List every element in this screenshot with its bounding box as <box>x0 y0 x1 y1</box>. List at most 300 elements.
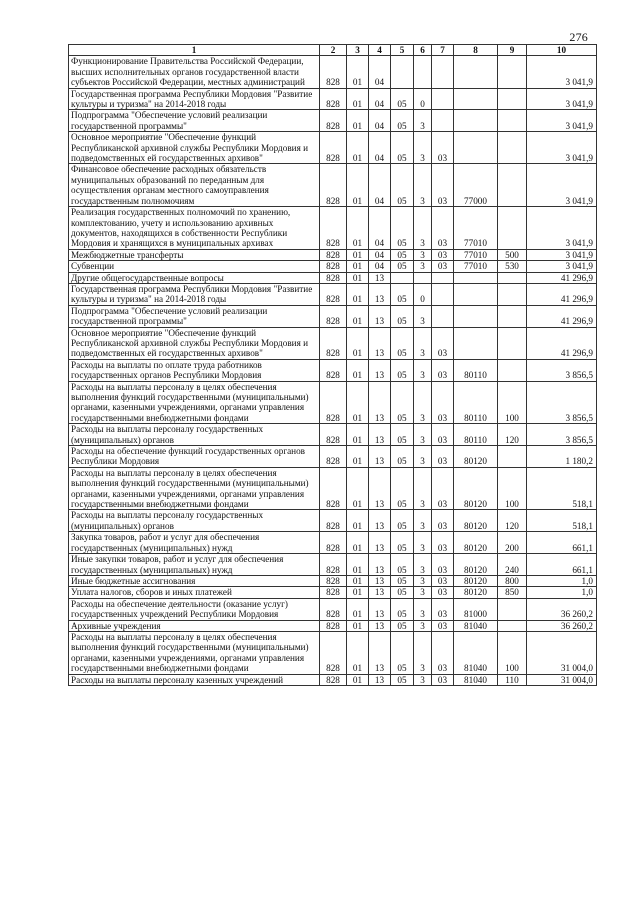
department-code-cell: 828 <box>320 359 347 381</box>
subsection-code-cell: 13 <box>369 674 391 685</box>
measure-code-cell: 03 <box>432 207 454 250</box>
table-row <box>69 132 597 164</box>
amount-cell: 1,0 <box>527 575 597 586</box>
direction-code-cell: 80120 <box>454 587 498 598</box>
table-row <box>69 446 597 468</box>
item-name-cell: Расходы на выплаты по оплате труда работников государственных органов Республики Мордовия <box>69 359 320 381</box>
subprogram-code-cell: 3 <box>414 532 432 554</box>
program-code-cell <box>391 272 414 283</box>
expense-type-code-cell <box>498 110 527 132</box>
expense-type-code-cell: 100 <box>498 467 527 510</box>
program-code-cell: 05 <box>391 446 414 468</box>
table-row <box>69 164 597 207</box>
subsection-code-cell: 13 <box>369 272 391 283</box>
subprogram-code-cell: 3 <box>414 305 432 327</box>
amount-cell: 41 296,9 <box>527 283 597 305</box>
program-code-cell: 05 <box>391 88 414 110</box>
expense-type-code-cell: 200 <box>498 532 527 554</box>
expense-type-code-cell <box>498 164 527 207</box>
item-name-cell: Уплата налогов, сборов и иных платежей <box>69 587 320 598</box>
expense-type-code-cell <box>498 56 527 88</box>
table-row <box>69 88 597 110</box>
section-code-cell: 01 <box>347 207 369 250</box>
direction-code-cell: 80120 <box>454 467 498 510</box>
measure-code-cell: 03 <box>432 467 454 510</box>
program-code-cell: 05 <box>391 467 414 510</box>
program-code-cell: 05 <box>391 327 414 359</box>
program-code-cell: 05 <box>391 132 414 164</box>
program-code-cell: 05 <box>391 261 414 272</box>
subsection-code-cell: 13 <box>369 587 391 598</box>
direction-code-cell: 77010 <box>454 261 498 272</box>
amount-cell: 3 041,9 <box>527 249 597 260</box>
amount-cell: 3 041,9 <box>527 88 597 110</box>
direction-code-cell: 80120 <box>454 510 498 532</box>
department-code-cell: 828 <box>320 554 347 576</box>
expense-type-code-cell: 100 <box>498 381 527 424</box>
amount-cell: 41 296,9 <box>527 305 597 327</box>
measure-code-cell: 03 <box>432 587 454 598</box>
expense-type-code-cell <box>498 207 527 250</box>
item-name-cell: Государственная программа Республики Мордовия "Развитие культуры и туризма" на 2014-2018 годы <box>69 283 320 305</box>
subsection-code-cell: 13 <box>369 327 391 359</box>
subprogram-code-cell: 3 <box>414 327 432 359</box>
amount-cell: 36 260,2 <box>527 598 597 620</box>
subsection-code-cell: 13 <box>369 424 391 446</box>
program-code-cell: 05 <box>391 674 414 685</box>
department-code-cell: 828 <box>320 674 347 685</box>
section-code-cell: 01 <box>347 56 369 88</box>
expense-type-code-cell <box>498 272 527 283</box>
section-code-cell: 01 <box>347 164 369 207</box>
section-code-cell: 01 <box>347 575 369 586</box>
expense-type-code-cell: 800 <box>498 575 527 586</box>
expense-type-code-cell <box>498 620 527 631</box>
table-row <box>69 575 597 586</box>
amount-cell: 518,1 <box>527 467 597 510</box>
department-code-cell: 828 <box>320 261 347 272</box>
subprogram-code-cell: 3 <box>414 467 432 510</box>
item-name-cell: Функционирование Правительства Российской Федерации, высших исполнительных органов государственной власти субъектов Российской Федерации, местных администраций <box>69 56 320 88</box>
department-code-cell: 828 <box>320 305 347 327</box>
table-row <box>69 327 597 359</box>
program-code-cell: 05 <box>391 110 414 132</box>
amount-cell: 1,0 <box>527 587 597 598</box>
item-name-cell: Расходы на обеспечение функций государственных органов Республики Мордовия <box>69 446 320 468</box>
program-code-cell: 05 <box>391 587 414 598</box>
item-name-cell: Основное мероприятие "Обеспечение функций Республиканской архивной службы Республики Мордовия и подведомственных ей государственных архивов" <box>69 132 320 164</box>
measure-code-cell: 03 <box>432 381 454 424</box>
subsection-code-cell: 04 <box>369 261 391 272</box>
amount-cell: 661,1 <box>527 532 597 554</box>
measure-code-cell: 03 <box>432 446 454 468</box>
expense-type-code-cell: 240 <box>498 554 527 576</box>
section-code-cell: 01 <box>347 598 369 620</box>
measure-code-cell: 03 <box>432 261 454 272</box>
subprogram-code-cell: 3 <box>414 424 432 446</box>
department-code-cell: 828 <box>320 598 347 620</box>
subsection-code-cell: 13 <box>369 532 391 554</box>
item-name-cell: Субвенции <box>69 261 320 272</box>
table-row <box>69 467 597 510</box>
measure-code-cell: 03 <box>432 598 454 620</box>
direction-code-cell: 80120 <box>454 532 498 554</box>
program-code-cell: 05 <box>391 532 414 554</box>
item-name-cell: Расходы на обеспечение деятельности (оказание услуг) государственных учреждений Республики Мордовия <box>69 598 320 620</box>
program-code-cell: 05 <box>391 249 414 260</box>
item-name-cell: Межбюджетные трансферты <box>69 249 320 260</box>
item-name-cell: Расходы на выплаты персоналу государственных (муниципальных) органов <box>69 510 320 532</box>
subsection-code-cell: 04 <box>369 110 391 132</box>
table-row <box>69 532 597 554</box>
amount-cell: 3 041,9 <box>527 207 597 250</box>
direction-code-cell: 80120 <box>454 575 498 586</box>
measure-code-cell: 03 <box>432 132 454 164</box>
expense-type-code-cell: 530 <box>498 261 527 272</box>
department-code-cell: 828 <box>320 88 347 110</box>
subsection-code-cell: 04 <box>369 132 391 164</box>
measure-code-cell: 03 <box>432 424 454 446</box>
subprogram-code-cell: 0 <box>414 88 432 110</box>
department-code-cell: 828 <box>320 620 347 631</box>
section-code-cell: 01 <box>347 467 369 510</box>
item-name-cell: Финансовое обеспечение расходных обязательств муниципальных образований по переданным для осуществления органам местного самоуправления государственным полномочиям <box>69 164 320 207</box>
expense-type-code-cell <box>498 327 527 359</box>
item-name-cell: Иные закупки товаров, работ и услуг для обеспечения государственных (муниципальных) нужд <box>69 554 320 576</box>
amount-cell: 3 041,9 <box>527 132 597 164</box>
section-code-cell: 01 <box>347 272 369 283</box>
direction-code-cell: 80120 <box>454 446 498 468</box>
department-code-cell: 828 <box>320 446 347 468</box>
amount-cell: 41 296,9 <box>527 327 597 359</box>
subsection-code-cell: 13 <box>369 575 391 586</box>
table-row <box>69 283 597 305</box>
direction-code-cell: 77010 <box>454 249 498 260</box>
subprogram-code-cell: 3 <box>414 381 432 424</box>
column-header: 6 <box>414 45 432 56</box>
measure-code-cell: 03 <box>432 631 454 674</box>
subprogram-code-cell: 3 <box>414 510 432 532</box>
expense-type-code-cell <box>498 359 527 381</box>
item-name-cell: Расходы на выплаты персоналу в целях обеспечения выполнения функций государственными (муниципальными) органами, казенными учреждениями, органами управления государственными внебюджетными фондами <box>69 467 320 510</box>
section-code-cell: 01 <box>347 381 369 424</box>
column-header: 2 <box>320 45 347 56</box>
measure-code-cell <box>432 305 454 327</box>
direction-code-cell: 81000 <box>454 598 498 620</box>
direction-code-cell: 81040 <box>454 674 498 685</box>
table-row <box>69 598 597 620</box>
table-row <box>69 305 597 327</box>
subsection-code-cell: 13 <box>369 510 391 532</box>
subsection-code-cell: 13 <box>369 631 391 674</box>
subsection-code-cell: 13 <box>369 305 391 327</box>
direction-code-cell <box>454 56 498 88</box>
program-code-cell: 05 <box>391 575 414 586</box>
amount-cell: 3 041,9 <box>527 110 597 132</box>
amount-cell: 3 041,9 <box>527 261 597 272</box>
subprogram-code-cell: 3 <box>414 620 432 631</box>
subprogram-code-cell: 3 <box>414 554 432 576</box>
section-code-cell: 01 <box>347 674 369 685</box>
subprogram-code-cell: 3 <box>414 674 432 685</box>
table-row <box>69 631 597 674</box>
measure-code-cell <box>432 272 454 283</box>
program-code-cell: 05 <box>391 631 414 674</box>
measure-code-cell: 03 <box>432 249 454 260</box>
section-code-cell: 01 <box>347 446 369 468</box>
measure-code-cell: 03 <box>432 575 454 586</box>
subsection-code-cell: 04 <box>369 56 391 88</box>
section-code-cell: 01 <box>347 554 369 576</box>
subsection-code-cell: 13 <box>369 283 391 305</box>
subprogram-code-cell: 3 <box>414 110 432 132</box>
subsection-code-cell: 04 <box>369 88 391 110</box>
department-code-cell: 828 <box>320 164 347 207</box>
subsection-code-cell: 13 <box>369 446 391 468</box>
amount-cell: 661,1 <box>527 554 597 576</box>
direction-code-cell: 80110 <box>454 381 498 424</box>
direction-code-cell: 80110 <box>454 424 498 446</box>
table-row <box>69 110 597 132</box>
section-code-cell: 01 <box>347 620 369 631</box>
column-header: 5 <box>391 45 414 56</box>
direction-code-cell: 77000 <box>454 164 498 207</box>
item-name-cell: Архивные учреждения <box>69 620 320 631</box>
table-row <box>69 424 597 446</box>
department-code-cell: 828 <box>320 327 347 359</box>
measure-code-cell: 03 <box>432 674 454 685</box>
program-code-cell <box>391 56 414 88</box>
subprogram-code-cell: 3 <box>414 164 432 207</box>
amount-cell: 36 260,2 <box>527 620 597 631</box>
department-code-cell: 828 <box>320 272 347 283</box>
item-name-cell: Государственная программа Республики Мордовия "Развитие культуры и туризма" на 2014-2018 годы <box>69 88 320 110</box>
subprogram-code-cell: 3 <box>414 359 432 381</box>
program-code-cell: 05 <box>391 283 414 305</box>
department-code-cell: 828 <box>320 283 347 305</box>
direction-code-cell <box>454 110 498 132</box>
measure-code-cell: 03 <box>432 620 454 631</box>
subprogram-code-cell: 3 <box>414 631 432 674</box>
expense-type-code-cell <box>498 132 527 164</box>
measure-code-cell <box>432 110 454 132</box>
section-code-cell: 01 <box>347 88 369 110</box>
measure-code-cell: 03 <box>432 532 454 554</box>
table-row <box>69 261 597 272</box>
expense-type-code-cell: 120 <box>498 510 527 532</box>
program-code-cell: 05 <box>391 620 414 631</box>
table-body <box>69 56 597 686</box>
direction-code-cell: 77010 <box>454 207 498 250</box>
item-name-cell: Расходы на выплаты персоналу казенных учреждений <box>69 674 320 685</box>
measure-code-cell <box>432 88 454 110</box>
subsection-code-cell: 04 <box>369 207 391 250</box>
amount-cell: 41 296,9 <box>527 272 597 283</box>
amount-cell: 3 041,9 <box>527 56 597 88</box>
table-row <box>69 359 597 381</box>
program-code-cell: 05 <box>391 598 414 620</box>
direction-code-cell <box>454 327 498 359</box>
department-code-cell: 828 <box>320 532 347 554</box>
measure-code-cell <box>432 283 454 305</box>
expense-type-code-cell <box>498 305 527 327</box>
amount-cell: 31 004,0 <box>527 674 597 685</box>
section-code-cell: 01 <box>347 283 369 305</box>
program-code-cell: 05 <box>391 305 414 327</box>
direction-code-cell <box>454 305 498 327</box>
column-header: 1 <box>69 45 320 56</box>
table-row <box>69 554 597 576</box>
section-code-cell: 01 <box>347 305 369 327</box>
expense-type-code-cell: 120 <box>498 424 527 446</box>
expense-type-code-cell: 850 <box>498 587 527 598</box>
table-row <box>69 249 597 260</box>
column-header: 10 <box>527 45 597 56</box>
item-name-cell: Расходы на выплаты персоналу в целях обеспечения выполнения функций государственными (муниципальными) органами, казенными учреждениями, органами управления государственными внебюджетными фондами <box>69 631 320 674</box>
section-code-cell: 01 <box>347 510 369 532</box>
section-code-cell: 01 <box>347 110 369 132</box>
section-code-cell: 01 <box>347 424 369 446</box>
table-row <box>69 510 597 532</box>
item-name-cell: Подпрограмма "Обеспечение условий реализации государственной программы" <box>69 110 320 132</box>
amount-cell: 518,1 <box>527 510 597 532</box>
department-code-cell: 828 <box>320 56 347 88</box>
subsection-code-cell: 04 <box>369 249 391 260</box>
department-code-cell: 828 <box>320 207 347 250</box>
program-code-cell: 05 <box>391 207 414 250</box>
table-row <box>69 272 597 283</box>
expense-type-code-cell <box>498 446 527 468</box>
department-code-cell: 828 <box>320 575 347 586</box>
section-code-cell: 01 <box>347 249 369 260</box>
direction-code-cell <box>454 272 498 283</box>
subprogram-code-cell: 3 <box>414 207 432 250</box>
column-header: 3 <box>347 45 369 56</box>
program-code-cell: 05 <box>391 424 414 446</box>
table-header-row <box>69 45 597 56</box>
measure-code-cell: 03 <box>432 327 454 359</box>
direction-code-cell <box>454 132 498 164</box>
department-code-cell: 828 <box>320 381 347 424</box>
subprogram-code-cell: 0 <box>414 283 432 305</box>
program-code-cell: 05 <box>391 554 414 576</box>
department-code-cell: 828 <box>320 510 347 532</box>
measure-code-cell: 03 <box>432 164 454 207</box>
page-number: 276 <box>569 30 588 44</box>
item-name-cell: Иные бюджетные ассигнования <box>69 575 320 586</box>
department-code-cell: 828 <box>320 424 347 446</box>
measure-code-cell: 03 <box>432 510 454 532</box>
section-code-cell: 01 <box>347 587 369 598</box>
budget-table <box>68 44 597 686</box>
expense-type-code-cell <box>498 598 527 620</box>
subprogram-code-cell <box>414 272 432 283</box>
expense-type-code-cell <box>498 88 527 110</box>
subprogram-code-cell: 3 <box>414 261 432 272</box>
item-name-cell: Реализация государственных полномочий по хранению, комплектованию, учету и использованию архивных документов, находящихся в собственности Республики Мордовия и хранящихся в муниципальных архивах <box>69 207 320 250</box>
table-row <box>69 674 597 685</box>
column-header: 8 <box>454 45 498 56</box>
section-code-cell: 01 <box>347 359 369 381</box>
amount-cell: 3 856,5 <box>527 381 597 424</box>
subprogram-code-cell: 3 <box>414 587 432 598</box>
column-header: 4 <box>369 45 391 56</box>
item-name-cell: Закупка товаров, работ и услуг для обеспечения государственных (муниципальных) нужд <box>69 532 320 554</box>
measure-code-cell: 03 <box>432 554 454 576</box>
amount-cell: 1 180,2 <box>527 446 597 468</box>
department-code-cell: 828 <box>320 110 347 132</box>
table-row <box>69 207 597 250</box>
expense-type-code-cell: 100 <box>498 631 527 674</box>
item-name-cell: Основное мероприятие "Обеспечение функций Республиканской архивной службы Республики Мордовия и подведомственных ей государственных архивов" <box>69 327 320 359</box>
direction-code-cell: 80110 <box>454 359 498 381</box>
expense-type-code-cell <box>498 283 527 305</box>
department-code-cell: 828 <box>320 631 347 674</box>
subprogram-code-cell: 3 <box>414 249 432 260</box>
program-code-cell: 05 <box>391 164 414 207</box>
subsection-code-cell: 04 <box>369 164 391 207</box>
subprogram-code-cell: 3 <box>414 132 432 164</box>
measure-code-cell: 03 <box>432 359 454 381</box>
measure-code-cell <box>432 56 454 88</box>
direction-code-cell: 81040 <box>454 631 498 674</box>
subprogram-code-cell: 3 <box>414 598 432 620</box>
subprogram-code-cell: 3 <box>414 446 432 468</box>
amount-cell: 3 041,9 <box>527 164 597 207</box>
amount-cell: 31 004,0 <box>527 631 597 674</box>
item-name-cell: Другие общегосударственные вопросы <box>69 272 320 283</box>
subsection-code-cell: 13 <box>369 359 391 381</box>
table-row <box>69 381 597 424</box>
expense-type-code-cell: 500 <box>498 249 527 260</box>
program-code-cell: 05 <box>391 381 414 424</box>
section-code-cell: 01 <box>347 132 369 164</box>
column-header: 9 <box>498 45 527 56</box>
section-code-cell: 01 <box>347 327 369 359</box>
column-header: 7 <box>432 45 454 56</box>
direction-code-cell: 81040 <box>454 620 498 631</box>
direction-code-cell: 80120 <box>454 554 498 576</box>
direction-code-cell <box>454 283 498 305</box>
table-row <box>69 56 597 88</box>
program-code-cell: 05 <box>391 510 414 532</box>
subsection-code-cell: 13 <box>369 620 391 631</box>
item-name-cell: Расходы на выплаты персоналу государственных (муниципальных) органов <box>69 424 320 446</box>
section-code-cell: 01 <box>347 532 369 554</box>
department-code-cell: 828 <box>320 587 347 598</box>
department-code-cell: 828 <box>320 249 347 260</box>
table-row <box>69 620 597 631</box>
department-code-cell: 828 <box>320 467 347 510</box>
department-code-cell: 828 <box>320 132 347 164</box>
section-code-cell: 01 <box>347 631 369 674</box>
subprogram-code-cell <box>414 56 432 88</box>
amount-cell: 3 856,5 <box>527 424 597 446</box>
amount-cell: 3 856,5 <box>527 359 597 381</box>
subsection-code-cell: 13 <box>369 554 391 576</box>
subsection-code-cell: 13 <box>369 467 391 510</box>
item-name-cell: Расходы на выплаты персоналу в целях обеспечения выполнения функций государственными (муниципальными) органами, казенными учреждениями, органами управления государственными внебюджетными фондами <box>69 381 320 424</box>
direction-code-cell <box>454 88 498 110</box>
table-row <box>69 587 597 598</box>
item-name-cell: Подпрограмма "Обеспечение условий реализации государственной программы" <box>69 305 320 327</box>
subprogram-code-cell: 3 <box>414 575 432 586</box>
expense-type-code-cell: 110 <box>498 674 527 685</box>
section-code-cell: 01 <box>347 261 369 272</box>
subsection-code-cell: 13 <box>369 598 391 620</box>
subsection-code-cell: 13 <box>369 381 391 424</box>
program-code-cell: 05 <box>391 359 414 381</box>
